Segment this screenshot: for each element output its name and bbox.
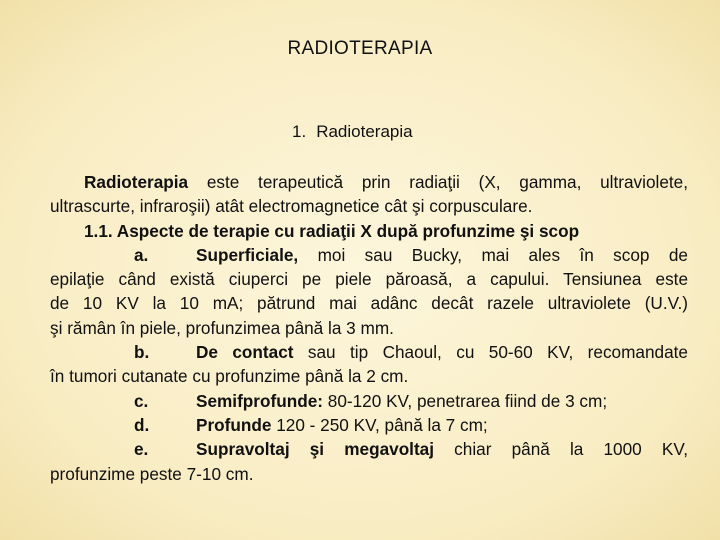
list-bold-term: Profunde xyxy=(196,414,272,435)
list-continuation: în tumori cutanate cu profunzime până la 2 cm. xyxy=(50,366,409,387)
list-item-d xyxy=(50,413,688,437)
list-bold-term: De contact xyxy=(196,342,294,363)
list-text: 80-120 KV, penetrarea fiind de 3 cm; xyxy=(323,390,608,411)
list-continuation: şi rămân în piele, profunzimea până la 3 mm. xyxy=(50,317,394,338)
list-bold-term: Semifprofunde: xyxy=(196,390,323,411)
list-item-e xyxy=(50,437,688,461)
intro-bold-term: Radioterapia xyxy=(84,172,189,192)
list-text: 120 - 250 KV, până la 7 cm; xyxy=(271,414,488,435)
list-item-c xyxy=(50,389,688,413)
section-heading xyxy=(292,122,413,142)
list-bold-term: Supravoltaj şi megavoltaj xyxy=(196,439,435,460)
list-letter: d. xyxy=(134,414,150,435)
heading-number: 1. xyxy=(292,122,307,141)
heading-text: Radioterapia xyxy=(316,122,413,141)
list-item-line-1 xyxy=(196,340,688,364)
list-text: moi sau Bucky, mai ales în scop de xyxy=(298,244,688,265)
document-body xyxy=(50,170,688,486)
list-item-line-1 xyxy=(196,243,688,267)
list-text: chiar până la 1000 KV, xyxy=(434,439,688,460)
list-continuation: de 10 KV la 10 mA; pătrund mai adânc decât razele ultraviolete (U.V.) xyxy=(50,293,688,314)
list-letter: e. xyxy=(134,439,149,460)
list-item-line-1 xyxy=(196,389,688,413)
list-item-line-1 xyxy=(196,437,688,461)
list-item-b xyxy=(50,340,688,364)
list-continuation: epilaţie când există ciuperci pe piele păroasă, a capului. Tensiunea este xyxy=(50,269,688,290)
subsection-heading: 1.1. Aspecte de terapie cu radiaţii X după profunzime şi scop xyxy=(84,220,580,241)
list-letter: a. xyxy=(134,244,149,265)
intro-line-2: ultrascurte, infraroşii) atât electromagnetice cât şi corpusculare. xyxy=(50,196,533,217)
list-letter: b. xyxy=(134,342,150,363)
list-letter: c. xyxy=(134,390,149,411)
list-bold-term: Superficiale, xyxy=(196,244,299,265)
list-continuation: profunzime peste 7-10 cm. xyxy=(50,463,254,484)
intro-text-1: este terapeutică prin radiaţii (X, gamma, ultraviolete, xyxy=(188,172,688,192)
list-item-a xyxy=(50,243,688,267)
intro-line-1 xyxy=(50,170,688,194)
page-title: RADIOTERAPIA xyxy=(287,38,433,59)
list-text: sau tip Chaoul, cu 50-60 KV, recomandate xyxy=(293,342,688,363)
list-item-line-1 xyxy=(196,413,688,437)
